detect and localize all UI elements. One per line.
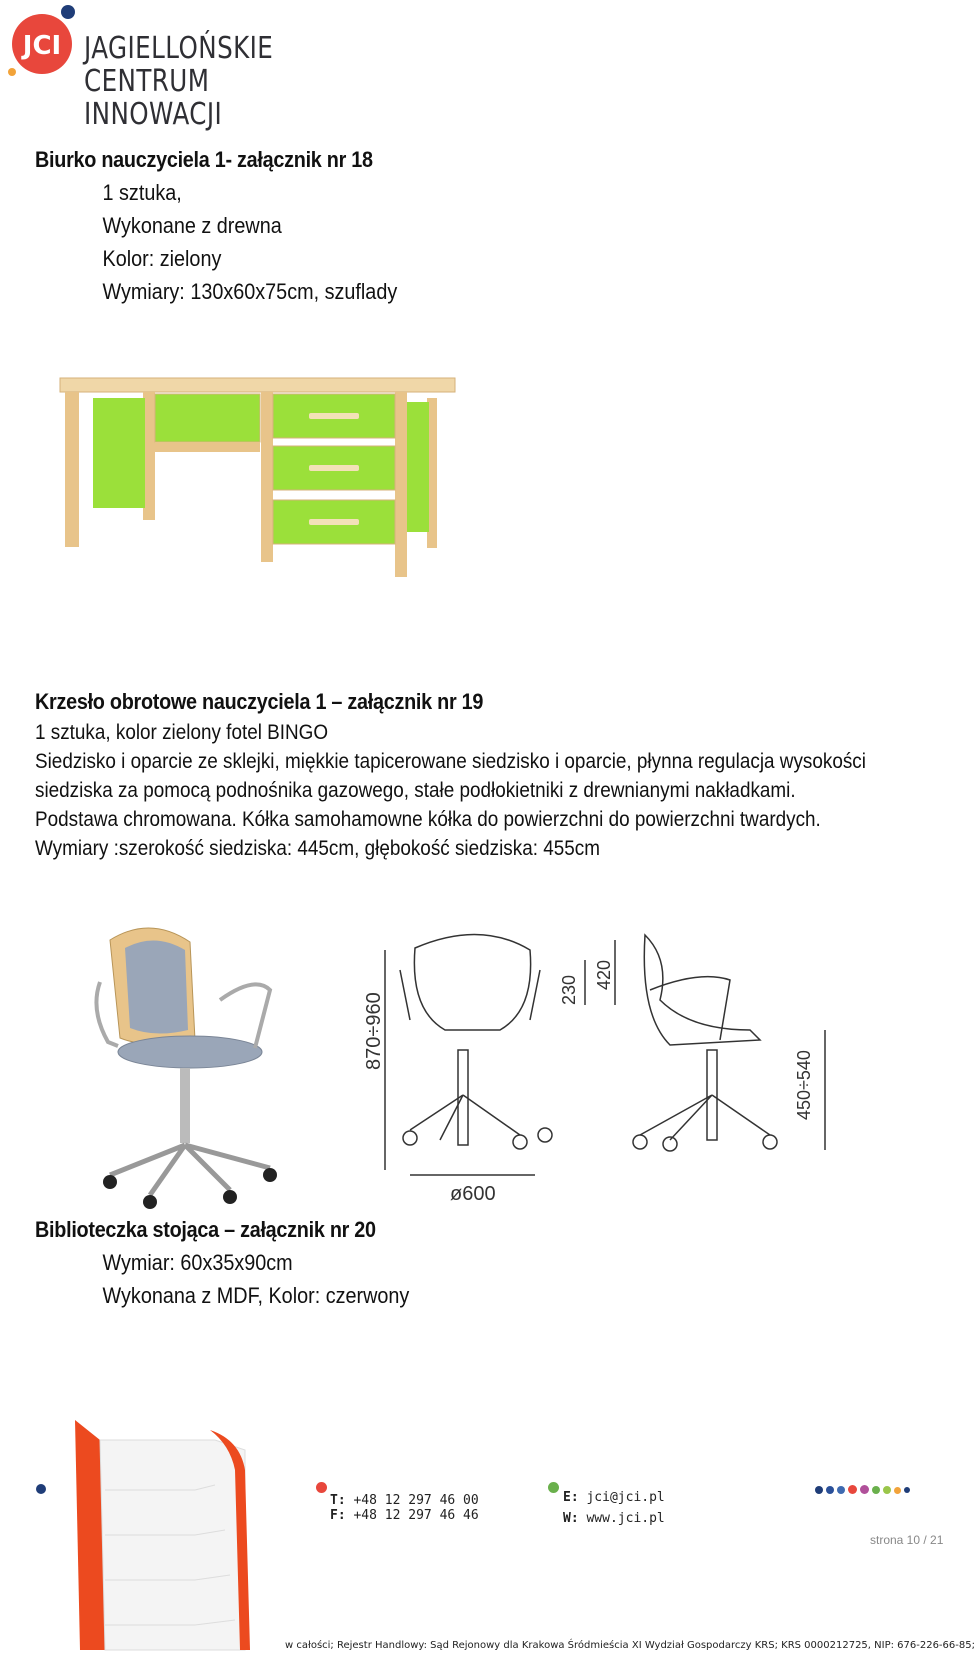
item-line: siedziska za pomocą podnośnika gazowego, stałe podłokietniki z drewnianymi nakładkami.	[35, 779, 796, 802]
dim-height-label: 870÷960	[363, 992, 385, 1070]
item-line: Wymiar: 60x35x90cm	[102, 1250, 293, 1275]
logo	[4, 4, 344, 132]
email-value[interactable]: jci@jci.pl	[586, 1490, 665, 1505]
logo-mark-icon	[4, 4, 84, 84]
footer-dots-decoration	[815, 1484, 915, 1494]
item-heading: Biblioteczka stojąca – załącznik nr 20	[35, 1217, 376, 1242]
phone-value: +48 12 297 46 00	[353, 1493, 479, 1508]
footer-dot-icon	[36, 1484, 46, 1494]
item-line: 1 sztuka,	[102, 180, 182, 205]
footer-contact-phone	[330, 1493, 479, 1523]
www-label: W:	[563, 1511, 579, 1526]
footer-legal-text: w całości; Rejestr Handlowy: Sąd Rejonowy dla Krakowa Śródmieścia XI Wydział Gospodarczy KRS; KRS 0000212725, NIP: 676-226-66-85;	[285, 1640, 975, 1651]
dim-seat-label: 450÷540	[794, 1050, 814, 1120]
item-line: 1 sztuka, kolor zielony fotel BINGO	[35, 721, 329, 744]
phone-label: T:	[330, 1493, 346, 1508]
dim-back-label: 230	[559, 974, 579, 1005]
item-line: Podstawa chromowana. Kółka samohamowne kółka do powierzchni do powierzchni twardych.	[35, 808, 821, 831]
fax-label: F:	[330, 1508, 346, 1523]
item-line: Wykonana z MDF, Kolor: czerwony	[102, 1283, 410, 1308]
fax-value: +48 12 297 46 46	[353, 1508, 479, 1523]
logo-mark-text: JCI	[22, 31, 62, 61]
www-value[interactable]: www.jci.pl	[586, 1511, 665, 1526]
logo-text	[84, 32, 297, 131]
footer-dot-icon	[316, 1482, 327, 1493]
item-line: Wymiary: 130x60x75cm, szuflady	[102, 279, 398, 304]
item-line: Siedzisko i oparcie ze sklejki, miękkie tapicerowane siedzisko i oparcie, płynna regulacja wysokości	[35, 750, 866, 773]
logo-line-1: JAGIELLOŃSKIE	[84, 31, 274, 66]
item-line: Wykonane z drewna	[102, 213, 282, 238]
chair-photo	[80, 920, 300, 1220]
item-line: Wymiary :szerokość siedziska: 445cm, głębokość siedziska: 455cm	[35, 837, 600, 860]
footer-contact-web	[563, 1490, 665, 1526]
item-heading: Krzesło obrotowe nauczyciela 1 – załącznik nr 19	[35, 689, 484, 714]
item-heading: Biurko nauczyciela 1- załącznik nr 18	[35, 147, 373, 172]
logo-line-2: CENTRUM INNOWACJI	[84, 64, 223, 132]
dim-armrest-label: 420	[594, 959, 614, 990]
bookcase-image	[45, 1410, 285, 1660]
item-desk	[35, 143, 935, 308]
item-bookcase	[35, 1213, 935, 1312]
item-line: Kolor: zielony	[102, 246, 222, 271]
item-chair	[35, 685, 935, 863]
email-label: E:	[563, 1490, 579, 1505]
footer-dot-icon	[548, 1482, 559, 1493]
page-number: strona 10 / 21	[870, 1533, 944, 1547]
desk-image	[55, 350, 495, 650]
chair-dimension-drawing	[363, 930, 890, 1230]
dim-base-label: ø600	[450, 1183, 496, 1205]
